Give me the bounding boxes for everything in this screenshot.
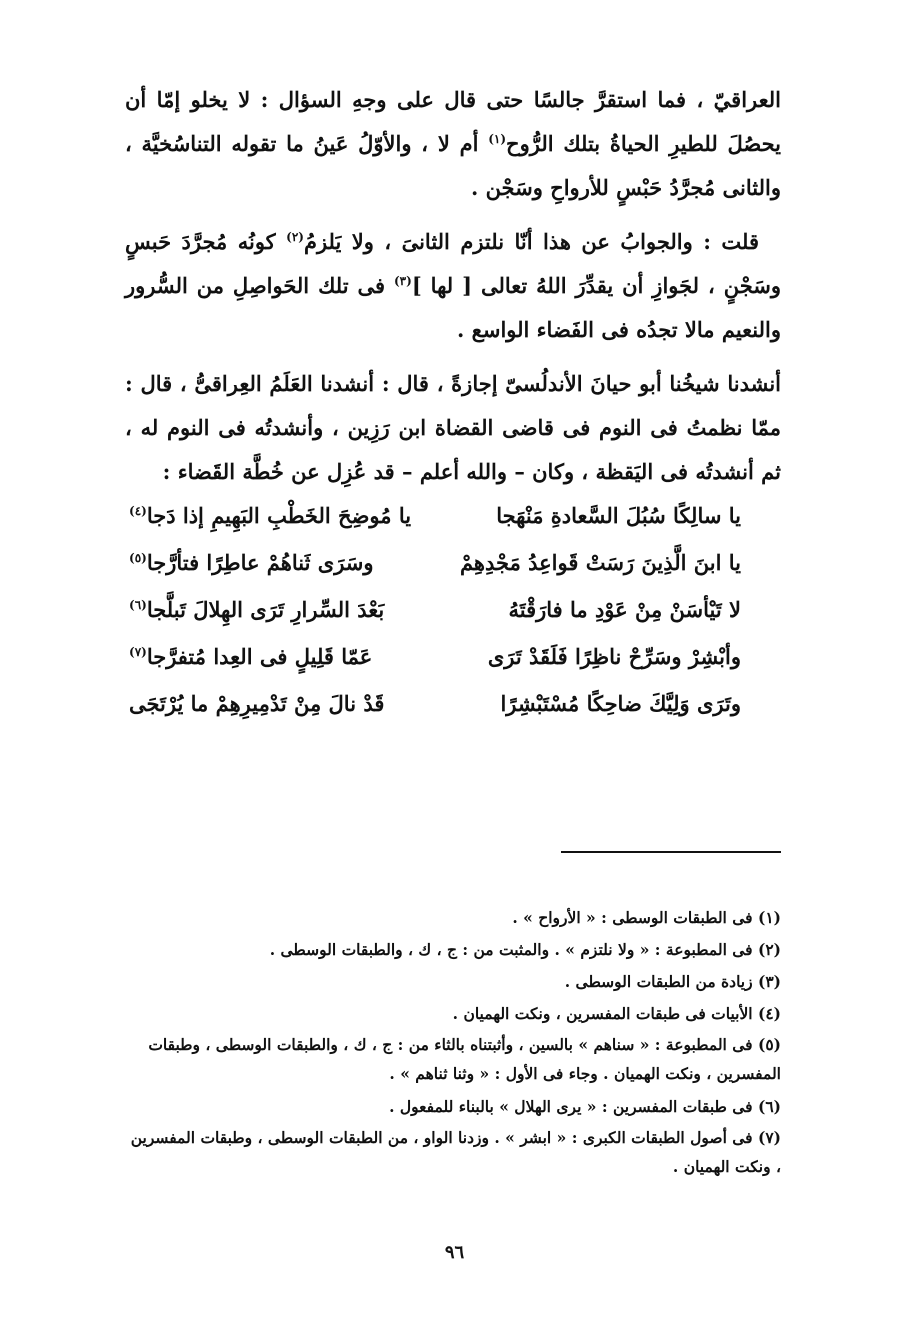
paragraph-1 xyxy=(125,78,781,210)
verse-first-hemistich: يا ابنَ الَّذِينَ رَسَتْ قَواعِدُ مَجْدِهِمْ xyxy=(459,550,741,575)
verse-second-hemistich xyxy=(129,503,411,528)
footnotes xyxy=(125,902,781,1184)
main-text xyxy=(125,78,781,504)
verse-second-hemistich xyxy=(129,550,374,575)
footnote-ref-7: (٧) xyxy=(129,645,147,659)
paragraph-1-tail: أم لا ، والأوّلُ عَينُ ما تقوله التناسُخيَّة ، والثانى مُجرَّدُ حَبْسٍ للأرواحِ وسَجْن . xyxy=(125,131,781,200)
verse-second-text: عَمّا قَلِيلٍ فى العِدا مُتفرَّجا xyxy=(146,644,373,669)
verse-line xyxy=(129,492,741,539)
verse-second-text: وسَرَى ثَناهُمْ عاطِرًا فتأرَّجا xyxy=(146,550,374,575)
footnote-ref-5: (٥) xyxy=(129,551,147,565)
paragraph-2 xyxy=(125,220,781,352)
footnote-ref-3: (٣) xyxy=(393,274,412,288)
poem xyxy=(129,492,741,727)
verse-second-hemistich: قَدْ نالَ مِنْ تَدْمِيرِهِمْ ما يُرْتَجَى xyxy=(129,691,385,716)
footnote-divider xyxy=(561,851,781,853)
paragraph-2-tail: فى تلك الحَواصِلِ من السُّرور والنعيم مالا تجدُه فى الفَضاء الواسع . xyxy=(125,273,781,342)
verse-line xyxy=(129,633,741,680)
verse-first-hemistich: يا سالِكًا سُبُلَ السَّعادةِ مَنْهَجا xyxy=(496,503,741,528)
footnote-item: (٣) زيادة من الطبقات الوسطى . xyxy=(564,972,781,991)
paragraph-2-text: قلت : والجوابُ عن هذا أنّا نلتزم الثانىَ ، ولا يَلزمُ xyxy=(303,229,760,254)
footnote-item: (١) فى الطبقات الوسطى : « الأرواح » . xyxy=(512,908,781,927)
footnote-item: (٢) فى المطبوعة : « ولا نلتزم » . والمثبت من : ج ، ك ، والطبقات الوسطى . xyxy=(269,940,781,959)
footnote-item: (٧) فى أصول الطبقات الكبرى : « ابشر » . وزدنا الواو ، من الطبقات الوسطى ، وطبقات المفسرين ، ونكت الهميان . xyxy=(130,1128,781,1176)
footnote-ref-1: (١) xyxy=(488,132,507,146)
verse-second-text: بَعْدَ السِّرارِ تَرَى الهِلالَ تَبلَّجا xyxy=(146,597,385,622)
paragraph-2-mid: كونُه مُجرَّدَ حَبسٍ وسَجْنٍ ، لجَوازِ أن يقدِّرَ اللهُ تعالى [ لها ] xyxy=(125,229,781,298)
paragraph-3-text: أنشدنا شيخُنا أبو حيانَ الأندلُسىّ إجازةً ، قال : أنشدنا العَلَمُ العِراقىُّ ، قال : ممّا نظمتُ فى النوم فى قاضى القضاة ابن رَزِين ، وأنشدتُه فى النوم له ، ثم أنشدتُه فى اليَقظة ، وكان – والله أعلم – قد عُزِل عن خُطَّة القَضاء : xyxy=(125,371,781,484)
footnote-item: (٥) فى المطبوعة : « سناهم » بالسين ، وأثبتناه بالثاء من : ج ، ك ، والطبقات الوسطى ، وطبقات المفسرين ، ونكت الهميان . وجاء فى الأول : « وثنا ثناهم » . xyxy=(148,1035,781,1083)
footnote-item: (٦) فى طبقات المفسرين : « يرى الهلال » بالبناء للمفعول . xyxy=(389,1097,781,1116)
verse-first-hemistich: وتَرَى وَلِيَّكَ ضاحِكًا مُسْتَبْشِرًا xyxy=(500,691,741,716)
footnote-ref-6: (٦) xyxy=(129,598,147,612)
verse-second-hemistich xyxy=(129,597,384,622)
footnote-item: (٤) الأبيات فى طبقات المفسرين ، ونكت الهميان . xyxy=(452,1004,781,1023)
paragraph-1-text: العراقيّ ، فما استقرَّ جالسًا حتى قال على وجهِ السؤال : لا يخلو إمّا أن يحصُلَ للطيرِ الحياةُ بتلك الرُّوح xyxy=(125,87,782,156)
footnote-ref-4: (٤) xyxy=(129,504,147,518)
verse-first-hemistich: وأبْشِرْ وسَرِّحْ ناظِرًا فَلَقَدْ تَرَى xyxy=(487,644,741,669)
page-number: ٩٦ xyxy=(444,1242,465,1263)
verse-second-text: يا مُوضِحَ الخَطْبِ البَهِيمِ إذا دَجا xyxy=(146,503,412,528)
footnote-ref-2: (٢) xyxy=(286,230,304,244)
verse-first-hemistich: لا تَيْأسَنْ مِنْ عَوْدِ ما فارَقْتَهُ xyxy=(508,597,741,622)
verse-line xyxy=(129,680,741,727)
verse-second-hemistich xyxy=(129,644,372,669)
verse-line xyxy=(129,586,741,633)
verse-line xyxy=(129,539,741,586)
paragraph-3 xyxy=(125,362,781,494)
